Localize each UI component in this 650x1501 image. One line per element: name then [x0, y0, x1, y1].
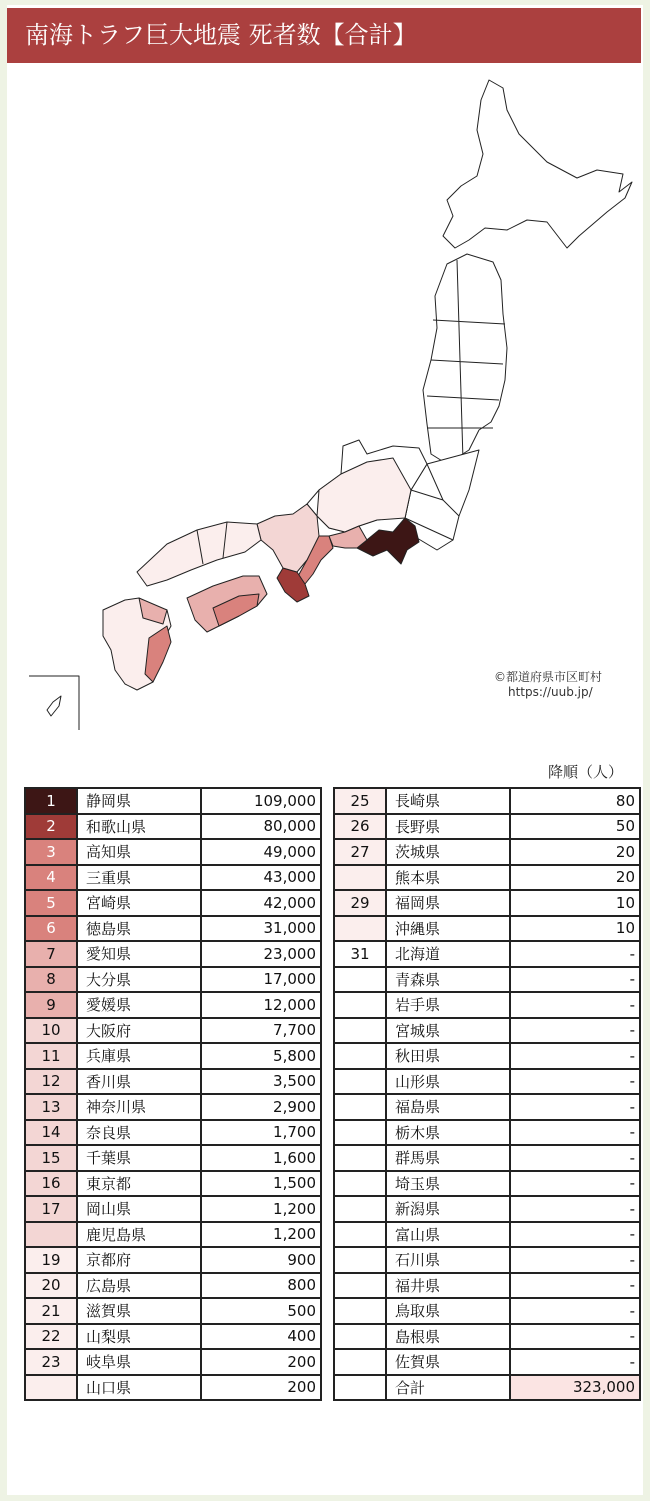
- table-row: [25, 1145, 321, 1171]
- rank-cell: 15: [25, 1145, 77, 1171]
- deaths-cell: 1,700: [201, 1120, 321, 1146]
- rank-cell: [334, 1324, 386, 1350]
- deaths-cell: 80,000: [201, 814, 321, 840]
- prefecture-cell: 栃木県: [386, 1120, 510, 1146]
- deaths-cell: -: [510, 1094, 640, 1120]
- deaths-cell: 31,000: [201, 916, 321, 942]
- deaths-cell: 20: [510, 839, 640, 865]
- prefecture-cell: 静岡県: [77, 788, 201, 814]
- rank-cell: 4: [25, 865, 77, 891]
- prefecture-cell: 兵庫県: [77, 1043, 201, 1069]
- deaths-cell: 12,000: [201, 992, 321, 1018]
- rank-cell: [334, 1375, 386, 1401]
- credit-line-1: ©都道府県市区町村: [494, 670, 603, 684]
- table-row: [25, 1222, 321, 1248]
- total-value: 323,000: [510, 1375, 640, 1401]
- prefecture-cell: 富山県: [386, 1222, 510, 1248]
- rank-cell: 16: [25, 1171, 77, 1197]
- deaths-cell: 42,000: [201, 890, 321, 916]
- prefecture-cell: 滋賀県: [77, 1298, 201, 1324]
- rank-cell: 7: [25, 941, 77, 967]
- table-row: [25, 788, 321, 814]
- table-row: [25, 941, 321, 967]
- map-region-tohoku: [423, 254, 507, 464]
- deaths-cell: -: [510, 992, 640, 1018]
- table-row: [334, 1298, 640, 1324]
- deaths-cell: 23,000: [201, 941, 321, 967]
- rank-cell: 2: [25, 814, 77, 840]
- deaths-cell: 1,600: [201, 1145, 321, 1171]
- table-row: [334, 1247, 640, 1273]
- prefecture-cell: 岡山県: [77, 1196, 201, 1222]
- deaths-cell: 80: [510, 788, 640, 814]
- deaths-cell: 10: [510, 916, 640, 942]
- deaths-cell: -: [510, 1247, 640, 1273]
- table-row: [25, 1298, 321, 1324]
- rank-cell: 12: [25, 1069, 77, 1095]
- prefecture-cell: 岐阜県: [77, 1349, 201, 1375]
- table-row: [25, 1273, 321, 1299]
- prefecture-cell: 三重県: [77, 865, 201, 891]
- credit-link[interactable]: https://uub.jp/: [508, 685, 593, 699]
- rank-cell: [334, 1247, 386, 1273]
- rank-cell: 17: [25, 1196, 77, 1222]
- rank-cell: [334, 1120, 386, 1146]
- deaths-cell: -: [510, 1196, 640, 1222]
- prefecture-cell: 山形県: [386, 1069, 510, 1095]
- map-credit: [494, 670, 602, 700]
- prefecture-cell: 大阪府: [77, 1018, 201, 1044]
- prefecture-cell: 沖縄県: [386, 916, 510, 942]
- deaths-cell: -: [510, 1324, 640, 1350]
- rank-cell: 31: [334, 941, 386, 967]
- rank-cell: 6: [25, 916, 77, 942]
- rank-cell: 8: [25, 967, 77, 993]
- deaths-cell: 200: [201, 1349, 321, 1375]
- table-row: [25, 1349, 321, 1375]
- deaths-cell: 1,500: [201, 1171, 321, 1197]
- ranking-table-right: [333, 787, 641, 1401]
- rank-cell: 26: [334, 814, 386, 840]
- total-label: 合計: [386, 1375, 510, 1401]
- prefecture-cell: 埼玉県: [386, 1171, 510, 1197]
- rank-cell: [334, 1273, 386, 1299]
- table-row: [25, 814, 321, 840]
- deaths-cell: -: [510, 1018, 640, 1044]
- table-row: [334, 890, 640, 916]
- table-row: [334, 865, 640, 891]
- table-row: [25, 1043, 321, 1069]
- rank-cell: 9: [25, 992, 77, 1018]
- deaths-cell: -: [510, 1120, 640, 1146]
- prefecture-cell: 鳥取県: [386, 1298, 510, 1324]
- table-row: [25, 865, 321, 891]
- table-row: [25, 1375, 321, 1401]
- deaths-cell: 3,500: [201, 1069, 321, 1095]
- rank-cell: 23: [25, 1349, 77, 1375]
- table-row: [25, 1247, 321, 1273]
- rank-cell: 5: [25, 890, 77, 916]
- prefecture-cell: 群馬県: [386, 1145, 510, 1171]
- rank-cell: [334, 865, 386, 891]
- prefecture-cell: 奈良県: [77, 1120, 201, 1146]
- deaths-cell: -: [510, 1069, 640, 1095]
- deaths-cell: -: [510, 1349, 640, 1375]
- rank-cell: 10: [25, 1018, 77, 1044]
- prefecture-cell: 岩手県: [386, 992, 510, 1018]
- deaths-cell: 10: [510, 890, 640, 916]
- prefecture-cell: 熊本県: [386, 865, 510, 891]
- table-row: [25, 1171, 321, 1197]
- rank-cell: 3: [25, 839, 77, 865]
- table-row: [25, 1324, 321, 1350]
- table-row: [25, 1120, 321, 1146]
- table-row: [334, 1043, 640, 1069]
- deaths-cell: -: [510, 1043, 640, 1069]
- deaths-cell: -: [510, 1171, 640, 1197]
- table-row: [334, 1324, 640, 1350]
- rank-cell: 21: [25, 1298, 77, 1324]
- rank-cell: 13: [25, 1094, 77, 1120]
- prefecture-cell: 長野県: [386, 814, 510, 840]
- deaths-cell: -: [510, 1298, 640, 1324]
- table-row: [334, 839, 640, 865]
- prefecture-cell: 山口県: [77, 1375, 201, 1401]
- rank-cell: [334, 1145, 386, 1171]
- deaths-cell: 17,000: [201, 967, 321, 993]
- ranking-table-left: [24, 787, 322, 1401]
- table-row: [334, 1222, 640, 1248]
- rank-cell: [334, 1171, 386, 1197]
- prefecture-cell: 東京都: [77, 1171, 201, 1197]
- japan-map: [7, 70, 643, 740]
- page-title: 南海トラフ巨大地震 死者数【合計】: [7, 8, 641, 63]
- rank-cell: [334, 1349, 386, 1375]
- table-row: [334, 1094, 640, 1120]
- rank-cell: 1: [25, 788, 77, 814]
- rank-cell: [25, 1375, 77, 1401]
- table-row: [334, 814, 640, 840]
- deaths-cell: -: [510, 941, 640, 967]
- prefecture-cell: 石川県: [386, 1247, 510, 1273]
- prefecture-cell: 徳島県: [77, 916, 201, 942]
- prefecture-cell: 高知県: [77, 839, 201, 865]
- deaths-cell: 200: [201, 1375, 321, 1401]
- rank-cell: [334, 1069, 386, 1095]
- prefecture-cell: 広島県: [77, 1273, 201, 1299]
- rank-cell: [334, 1222, 386, 1248]
- prefecture-cell: 茨城県: [386, 839, 510, 865]
- table-row: [25, 1196, 321, 1222]
- table-row: [334, 1145, 640, 1171]
- table-row: [25, 916, 321, 942]
- rank-cell: 22: [25, 1324, 77, 1350]
- table-row: [334, 1171, 640, 1197]
- rank-cell: [334, 992, 386, 1018]
- deaths-cell: -: [510, 1222, 640, 1248]
- table-row: [25, 967, 321, 993]
- deaths-cell: -: [510, 1145, 640, 1171]
- table-row: [334, 941, 640, 967]
- deaths-cell: 49,000: [201, 839, 321, 865]
- table-row: [25, 890, 321, 916]
- rank-cell: 14: [25, 1120, 77, 1146]
- rank-cell: 27: [334, 839, 386, 865]
- prefecture-cell: 大分県: [77, 967, 201, 993]
- table-row: [334, 1349, 640, 1375]
- table-row: [25, 992, 321, 1018]
- prefecture-cell: 千葉県: [77, 1145, 201, 1171]
- prefecture-cell: 秋田県: [386, 1043, 510, 1069]
- prefecture-cell: 香川県: [77, 1069, 201, 1095]
- table-row: [334, 1120, 640, 1146]
- rank-cell: [25, 1222, 77, 1248]
- table-row: [334, 992, 640, 1018]
- deaths-cell: 1,200: [201, 1222, 321, 1248]
- table-row: [334, 916, 640, 942]
- prefecture-cell: 北海道: [386, 941, 510, 967]
- rank-cell: [334, 1094, 386, 1120]
- rank-cell: 20: [25, 1273, 77, 1299]
- prefecture-cell: 福島県: [386, 1094, 510, 1120]
- table-row: [334, 1273, 640, 1299]
- prefecture-cell: 島根県: [386, 1324, 510, 1350]
- total-row: [334, 1375, 640, 1401]
- deaths-cell: 2,900: [201, 1094, 321, 1120]
- sort-order-label: 降順（人）: [548, 763, 624, 781]
- deaths-cell: 400: [201, 1324, 321, 1350]
- map-region-hokkaido: [443, 80, 632, 248]
- prefecture-cell: 鹿児島県: [77, 1222, 201, 1248]
- table-row: [334, 1018, 640, 1044]
- table-row: [25, 1094, 321, 1120]
- prefecture-cell: 宮崎県: [77, 890, 201, 916]
- rank-cell: [334, 967, 386, 993]
- deaths-cell: 7,700: [201, 1018, 321, 1044]
- rank-cell: [334, 916, 386, 942]
- rank-cell: [334, 1018, 386, 1044]
- table-row: [25, 839, 321, 865]
- prefecture-cell: 青森県: [386, 967, 510, 993]
- rank-cell: 29: [334, 890, 386, 916]
- table-row: [25, 1069, 321, 1095]
- deaths-cell: 500: [201, 1298, 321, 1324]
- deaths-cell: -: [510, 1273, 640, 1299]
- rank-cell: [334, 1043, 386, 1069]
- table-row: [334, 788, 640, 814]
- rank-cell: 25: [334, 788, 386, 814]
- deaths-cell: 900: [201, 1247, 321, 1273]
- prefecture-cell: 和歌山県: [77, 814, 201, 840]
- table-row: [334, 967, 640, 993]
- rank-cell: [334, 1196, 386, 1222]
- deaths-cell: 5,800: [201, 1043, 321, 1069]
- rank-cell: [334, 1298, 386, 1324]
- prefecture-cell: 佐賀県: [386, 1349, 510, 1375]
- prefecture-cell: 宮城県: [386, 1018, 510, 1044]
- rank-cell: 19: [25, 1247, 77, 1273]
- prefecture-cell: 愛知県: [77, 941, 201, 967]
- table-row: [25, 1018, 321, 1044]
- prefecture-cell: 愛媛県: [77, 992, 201, 1018]
- deaths-cell: -: [510, 967, 640, 993]
- table-row: [334, 1196, 640, 1222]
- prefecture-cell: 長崎県: [386, 788, 510, 814]
- deaths-cell: 20: [510, 865, 640, 891]
- prefecture-cell: 福井県: [386, 1273, 510, 1299]
- deaths-cell: 109,000: [201, 788, 321, 814]
- rank-cell: 11: [25, 1043, 77, 1069]
- prefecture-cell: 新潟県: [386, 1196, 510, 1222]
- deaths-cell: 1,200: [201, 1196, 321, 1222]
- deaths-cell: 800: [201, 1273, 321, 1299]
- deaths-cell: 43,000: [201, 865, 321, 891]
- deaths-cell: 50: [510, 814, 640, 840]
- table-row: [334, 1069, 640, 1095]
- prefecture-cell: 神奈川県: [77, 1094, 201, 1120]
- prefecture-cell: 福岡県: [386, 890, 510, 916]
- prefecture-cell: 京都府: [77, 1247, 201, 1273]
- prefecture-cell: 山梨県: [77, 1324, 201, 1350]
